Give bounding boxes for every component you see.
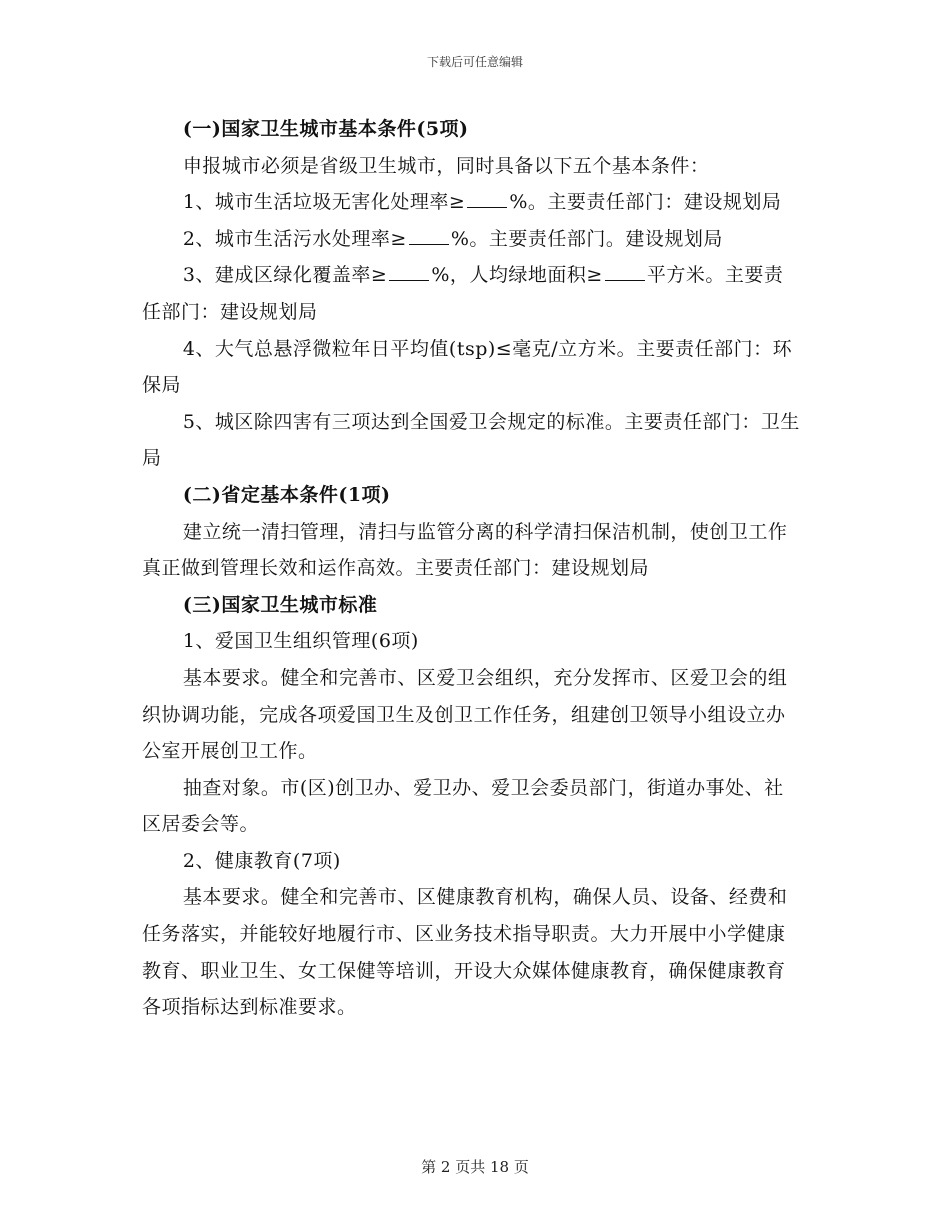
paragraph-health-education: 基本要求。健全和完善市、区健康教育机构，确保人员、设备、经费和任务落实，并能较好地履行市、区业务技术指导职责。大力开展中小学健康教育、职业卫生、女工保健等培训，开设大众媒体健康教育，确保健康教育各项指标达到标准要求。 (142, 886, 788, 1019)
fill-blank (605, 279, 645, 281)
fill-blank (389, 279, 429, 281)
section-heading-1: (一)国家卫生城市基本条件(5项) (182, 118, 469, 140)
subheading-organization: 1、爱国卫生组织管理(6项) (182, 630, 419, 653)
document-body (142, 111, 802, 1026)
paragraph-item-5: 5、城区除四害有三项达到全国爱卫会规定的标准。主要责任部门：卫生局 (142, 410, 800, 470)
section-heading-2: (二)省定基本条件(1项) (182, 483, 391, 506)
fill-blank (409, 243, 449, 245)
item-3-text-b: %，人均绿地面积≥ (431, 264, 603, 287)
fill-blank (467, 206, 507, 208)
item-2-text-a: 2、城市生活污水处理率≥ (182, 227, 407, 250)
item-3-text-a: 3、建成区绿化覆盖率≥ (182, 264, 388, 287)
item-2-text-b: %。主要责任部门。建设规划局 (450, 227, 723, 250)
paragraph-cleaning: 建立统一清扫管理，清扫与监管分离的科学清扫保洁机制，使创卫工作真正做到管理长效和运作高效。主要责任部门：建设规划局 (142, 520, 788, 580)
page-header: 下载后可任意编辑 (426, 55, 523, 69)
paragraph-item-3 (142, 257, 802, 330)
paragraph-intro: 申报城市必须是省级卫生城市，同时具备以下五个基本条件： (182, 154, 710, 177)
page-number: 第 2 页共 18 页 (421, 1158, 529, 1176)
item-1-text-a: 1、城市生活垃圾无害化处理率≥ (182, 191, 466, 214)
paragraph-organization-requirements: 基本要求。健全和完善市、区爱卫会组织，充分发挥市、区爱卫会的组织协调功能，完成各项爱国卫生及创卫工作任务，组建创卫领导小组设立办公室开展创卫工作。 (142, 666, 788, 763)
item-3-text-c: 平方米。主要责任部门：建设规划局 (142, 264, 784, 323)
item-1-text-b: %。主要责任部门：建设规划局 (509, 191, 782, 214)
paragraph-item-1 (142, 184, 802, 221)
paragraph-item-2 (142, 221, 802, 258)
section-heading-3: (三)国家卫生城市标准 (182, 593, 378, 616)
paragraph-organization-targets: 抽查对象。市(区)创卫办、爱卫办、爱卫会委员部门，街道办事处、社区居委会等。 (142, 776, 784, 836)
subheading-health-education: 2、健康教育(7项) (182, 849, 341, 872)
paragraph-item-4: 4、大气总悬浮微粒年日平均值(tsp)≤毫克/立方米。主要责任部门：环保局 (142, 337, 793, 397)
